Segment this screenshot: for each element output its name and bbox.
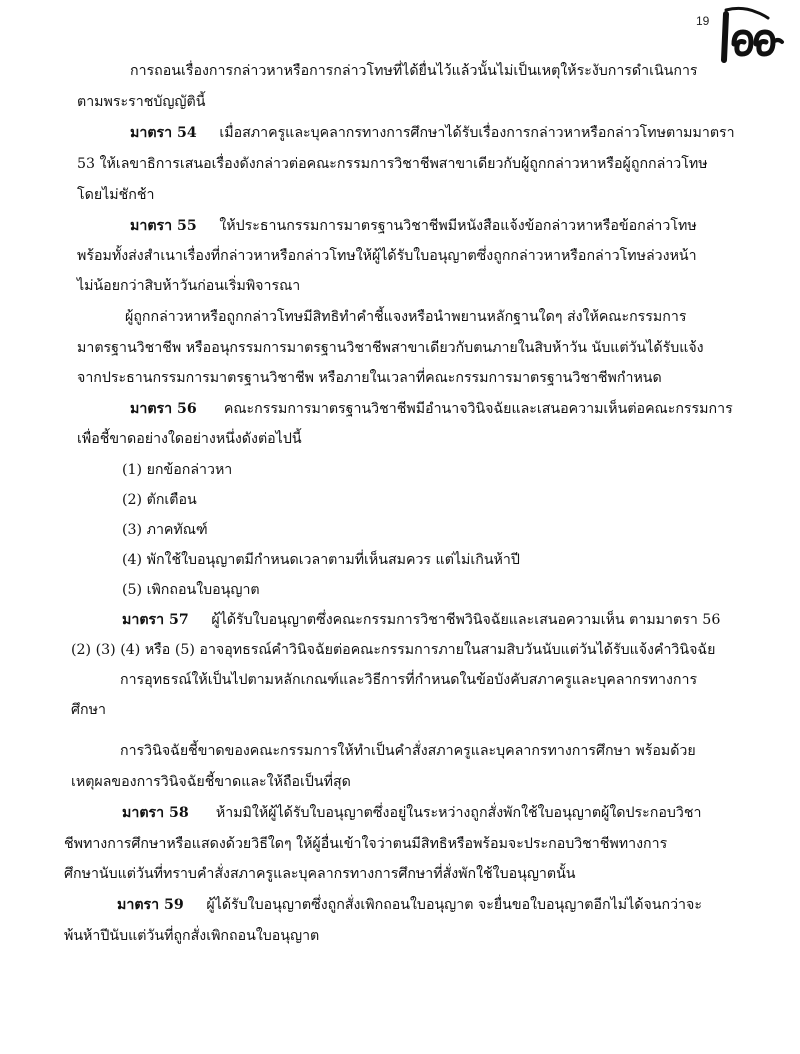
text-line: การถอนเรื่องการกล่าวหาหรือการกล่าวโทษที่ได้ยื่นไว้แล้วนั้นไม่เป็นเหตุให้ระงับการดำเนินการ [130,63,698,79]
text-line: (2) (3) (4) หรือ (5) อาจอุทธรณ์คำวินิจฉัยต่อคณะกรรมการภายในสามสิบวันนับแต่วันได้รับแจ้งคำวินิจฉัย [71,642,716,658]
section-text: คณะกรรมการมาตรฐานวิชาชีพมีอำนาจวินิจฉัยและเสนอความเห็นต่อคณะกรรมการ [223,401,733,417]
text-line: ตามพระราชบัญญัตินี้ [77,94,206,110]
section-label: มาตรา 57 [122,612,189,628]
list-item: (5) เพิกถอนใบอนุญาต [122,582,260,598]
text-line: 53 ให้เลขาธิการเสนอเรื่องดังกล่าวต่อคณะกรรมการวิชาชีพสาขาเดียวกับผู้ถูกกล่าวหาหรือผู้ถูกกล่าวโทษ [77,156,708,172]
page-number: 19 [696,14,710,28]
text-line: เหตุผลของการวินิจฉัยชี้ขาดและให้ถือเป็นที่สุด [71,774,351,790]
text-line: ไม่น้อยกว่าสิบห้าวันก่อนเริ่มพิจารณา [77,278,301,294]
section-line [130,399,733,419]
section-label: มาตรา 56 [130,401,197,417]
text-line: มาตรฐานวิชาชีพ หรืออนุกรรมการมาตรฐานวิชาชีพสาขาเดียวกับตนภายในสิบห้าวัน นับแต่วันได้รับแจ้ง [77,340,704,356]
text-line: พร้อมทั้งส่งสำเนาเรื่องที่กล่าวหาหรือกล่าวโทษให้ผู้ได้รับใบอนุญาตซึ่งถูกกล่าวหาหรือกล่าวโทษล่วงหน้า [77,248,697,264]
text-line: พ้นห้าปีนับแต่วันที่ถูกสั่งเพิกถอนใบอนุญาต [64,928,320,944]
section-label: มาตรา 59 [117,897,184,913]
list-item: (4) พักใช้ใบอนุญาตมีกำหนดเวลาตามที่เห็นสมควร แต่ไม่เกินห้าปี [122,552,520,568]
section-text: ให้ประธานกรรมการมาตรฐานวิชาชีพมีหนังสือแจ้งข้อกล่าวหาหรือข้อกล่าวโทษ [219,218,697,234]
handwritten-page-mark [712,4,788,68]
list-item: (3) ภาคทัณฑ์ [122,522,208,538]
text-line: ชีพทางการศึกษาหรือแสดงด้วยวิธีใดๆ ให้ผู้อื่นเข้าใจว่าตนมีสิทธิหรือพร้อมจะประกอบวิชาชีพทางการ [64,836,668,852]
section-text: เมื่อสภาครูและบุคลากรทางการศึกษาได้รับเรื่องการกล่าวหาหรือกล่าวโทษตามมาตรา [219,125,735,141]
section-label: มาตรา 55 [130,218,197,234]
text-line: โดยไม่ชักช้า [77,187,155,203]
section-line [130,123,735,143]
section-text: ห้ามมิให้ผู้ได้รับใบอนุญาตซึ่งอยู่ในระหว่างถูกสั่งพักใช้ใบอนุญาตผู้ใดประกอบวิชา [215,805,702,821]
text-line: การวินิจฉัยชี้ขาดของคณะกรรมการให้ทำเป็นคำสั่งสภาครูและบุคลากรทางการศึกษา พร้อมด้วย [120,743,696,759]
section-text: ผู้ได้รับใบอนุญาตซึ่งถูกสั่งเพิกถอนใบอนุญาต จะยื่นขอใบอนุญาตอีกไม่ได้จนกว่าจะ [206,897,702,913]
section-line [122,610,720,630]
section-text: ผู้ได้รับใบอนุญาตซึ่งคณะกรรมการวิชาชีพวินิจฉัยและเสนอความเห็น ตามมาตรา 56 [211,612,721,628]
text-line: เพื่อชี้ขาดอย่างใดอย่างหนึ่งดังต่อไปนี้ [77,431,302,447]
text-line: จากประธานกรรมการมาตรฐานวิชาชีพ หรือภายในเวลาที่คณะกรรมการมาตรฐานวิชาชีพกำหนด [77,370,662,386]
text-line: การอุทธรณ์ให้เป็นไปตามหลักเกณฑ์และวิธีการที่กำหนดในข้อบังคับสภาครูและบุคลากรทางการ [120,672,698,688]
section-label: มาตรา 54 [130,125,197,141]
section-label: มาตรา 58 [122,805,189,821]
section-line [122,803,701,823]
section-line [117,895,702,915]
section-line [130,216,697,236]
list-item: (1) ยกข้อกล่าวหา [122,462,233,478]
text-line: ศึกษานับแต่วันที่ทราบคำสั่งสภาครูและบุคลากรทางการศึกษาที่สั่งพักใช้ใบอนุญาตนั้น [64,866,576,882]
text-line: ผู้ถูกกล่าวหาหรือถูกกล่าวโทษมีสิทธิทำคำชี้แจงหรือนำพยานหลักฐานใดๆ ส่งให้คณะกรรมการ [125,309,687,325]
list-item: (2) ตักเตือน [122,492,197,508]
text-line: ศึกษา [71,702,106,718]
